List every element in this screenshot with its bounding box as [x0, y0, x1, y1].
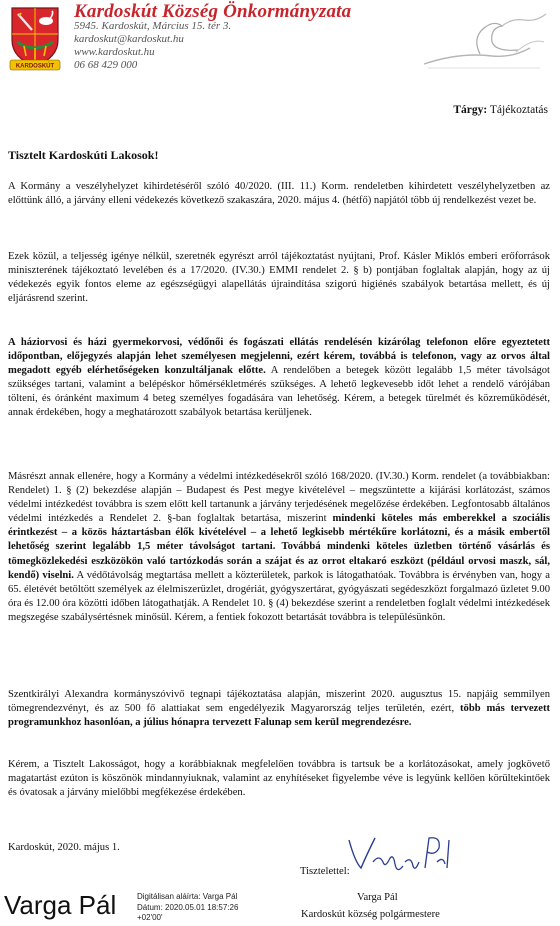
paragraph-doctor-rules: [8, 336, 550, 421]
digital-signature-name: Varga Pál: [4, 890, 117, 920]
regards: Tisztelettel:: [300, 866, 350, 877]
organization-name: Kardoskút Község Önkormányzata: [74, 1, 352, 22]
doctor-rules-text: A rendelőben a betegek között legalább 1,5 méter távolságot szükséges tartani, valamint a belépéskor hőmérsékletmérés szükséges. A lehető legkevesebb időt lehet a rendelő várójában tölteni, és óránként maximum 4 beteg személyes fogadására van lehetőség. Kérem, a betegek türelmét és közreműködését, annak érdekében, hogy a meghatározott szabályok betartása kerüljenek.: [8, 365, 550, 419]
organization-email: kardoskut@kardoskut.hu: [74, 33, 184, 45]
paragraph-protection-rules: [8, 470, 550, 625]
crest-banner-text: KARDOSKÚT: [15, 63, 55, 70]
events-text: Szentkirályi Alexandra kormányszóvivő tegnapi tájékoztatása alapján, miszerint 2020. augusztus 15. napjáig semmilyen tömegrendezvényt, és az 500 fő alattiakat sem engedélyezik Magyarország teljes területén, ezért,: [8, 689, 550, 715]
digital-signature-date: Dátum: 2020.05.01 18:57:26: [137, 902, 239, 912]
organization-phone: 06 68 429 000: [74, 59, 138, 71]
subject-line: [453, 104, 548, 116]
digital-signature-details: [137, 892, 238, 924]
handwritten-signature-icon: [345, 832, 457, 878]
digital-signature-timezone: +02'00': [137, 913, 163, 922]
paragraph-healthcare: Ezek közül, a teljesség igénye nélkül, szeretnék egyrészt arról tájékoztatást nyújtani, Prof. Kásler Miklós emberi erőforrások miniszterének tájékoztató levelében és a 17/2020. (IV.30.) EMMI rendelet 2. § b) pontjában foglaltak alapján, hogy az új védekezés egyik fontos eleme az egészségügyi alapellátás újraindítása szigorú higiénés szabályok betartása mellett, és új eljárásrend szerint.: [8, 251, 550, 305]
place-date: Kardoskút, 2020. május 1.: [8, 842, 120, 853]
paragraph-events: [8, 688, 550, 730]
signer-name: Varga Pál: [357, 892, 398, 903]
doctor-rules-emphasis: A háziorvosi és házi gyermekorvosi, védőnői és fogászati ellátás rendelésén kizárólag telefonon előre egyeztetett időpontban, előjegyzés alapján lehet személyesen megjelenni, ezért kérem, továbbá is telefonon, vagy az orvos által megadott egyéb elérhetőségeken konzultáljanak előtte.: [8, 337, 550, 377]
protection-rules-text-2: A védőtávolság megtartása mellett a közterületek, parkok is látogathatóak. Továbbra is érvényben van, hogy a 65. életévét betöltött személyek az élelmiszerüzlet, drogériát, gyógyszertárat, gyógyászati segédeszközt forgalmazó üzletet 9.00 óra és 12.00 óra közötti időben látogathatják. A Rendelet 10. § (4) bekezdése szerint a rendeletben foglalt védelmi intézkedések megszegése szabálysértésnek minősül. Kérem, a fentiek fokozott betartását továbbra is településünkön.: [8, 569, 551, 623]
organization-address: 5945. Kardoskút, Március 15. tér 3.: [74, 20, 232, 32]
protection-rules-emphasis: mindenki köteles más emberekkel a szociális érintkezést – a közös háztartásban élők kivételével – a lehető legkisebb mértékűre korlátozni, és a másik embertől lehetőség szerint legalább 1,5 méter távolságot tartani. Továbbá mindenki köteles üzletben történő vásárlás és tömegközlekedési eszközökön való tartózkodás során a szájat és az orrot eltakaró eszközt (például orvosi maszk, sál, kendő) viselni.: [8, 513, 550, 581]
subject-value: Tájékoztatás: [489, 104, 548, 116]
protection-rules-text: Másrészt annak ellenére, hogy a Kormány a védelmi intézkedésekről szóló 168/2020. (IV.30.) Korm. rendelet (a továbbiakban: Rendelet) 1. § (2) bekezdése alapján – Budapest és Pest megye kivételével – megszüntette a kijárási korlátozást, számos védelmi intézkedést továbbra is szem előtt kell tartanunk a járvány terjedésének megelőzése érdekében. Legfontosabb általános védelmi intézkedés a Rendelet 2. §-ban foglaltak betartása, miszerint: [8, 471, 550, 525]
swan-logo-icon: [420, 8, 550, 72]
organization-website: www.kardoskut.hu: [74, 46, 155, 58]
salutation: Tisztelt Kardoskúti Lakosok!: [8, 148, 159, 162]
events-emphasis: több más tervezett programunkhoz hasonlóan, a július hónapra tervezett Falunap sem kerül megrendezésre.: [8, 703, 550, 729]
municipal-crest-icon: [8, 4, 62, 72]
paragraph-closing-request: Kérem, a Tisztelt Lakosságot, hogy a korábbiaknak megfelelően továbbra is tartsuk be a korlátozásokat, amely jogkövető magatartást ezúton is köszönök mindannyiuknak, valamint az enyhítéseket figyelembe véve is legyünk kellően körültekintőek és óvatosak a járvány mielőbbi megfékezése érdekében.: [8, 759, 550, 799]
subject-label: Tárgy:: [453, 104, 488, 116]
digital-signature-signed-by: Digitálisan aláírta: Varga Pál: [137, 892, 238, 901]
signer-title: Kardoskút község polgármestere: [301, 909, 440, 920]
paragraph-intro: A Kormány a veszélyhelyzet kihirdetéséről szóló 40/2020. (III. 11.) Korm. rendeletben kihirdetett veszélyhelyzetben az előttünk álló, a járvány elleni védekezés következő szakaszára, 2020. május 4. (hétfő) napjától több új rendelkezést vezet be.: [8, 181, 550, 207]
